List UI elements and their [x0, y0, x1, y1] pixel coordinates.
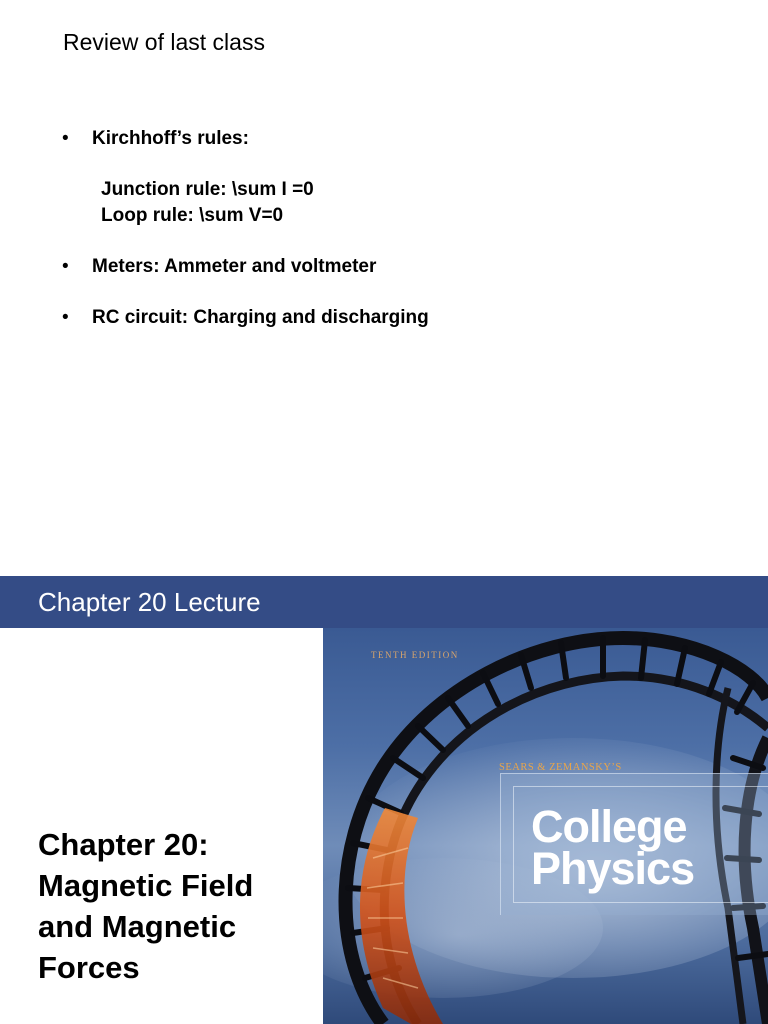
book-cover-image — [323, 628, 768, 1024]
cover-title — [531, 801, 695, 894]
loop-rule: Loop rule: \sum V=0 — [101, 205, 284, 226]
title-banner — [0, 576, 768, 628]
bullet-meters — [62, 254, 376, 280]
chapter-slide — [0, 576, 768, 1024]
bullet-marker: • — [62, 256, 69, 277]
bullet-text: Kirchhoff’s rules: — [92, 128, 249, 149]
junction-rule: Junction rule: \sum I =0 — [101, 179, 314, 200]
cover-title-line1: College — [531, 801, 687, 852]
bullet-rc-circuit — [62, 305, 429, 331]
chapter-heading: Chapter 20: Magnetic Field and Magnetic Forces — [38, 827, 254, 985]
cover-title-line2: Physics — [531, 843, 695, 894]
cover-edition: TENTH EDITION — [371, 650, 459, 660]
bullet-text: Meters: Ammeter and voltmeter — [92, 256, 377, 277]
bullet-marker: • — [62, 128, 69, 149]
bullet-text: RC circuit: Charging and discharging — [92, 307, 429, 328]
bullet-kirchhoff — [62, 126, 249, 152]
bullet-marker: • — [62, 307, 69, 328]
banner-title: Chapter 20 Lecture — [38, 587, 261, 617]
slide-title: Review of last class — [63, 29, 265, 55]
cover-authors: SEARS & ZEMANSKY’S — [499, 762, 622, 773]
